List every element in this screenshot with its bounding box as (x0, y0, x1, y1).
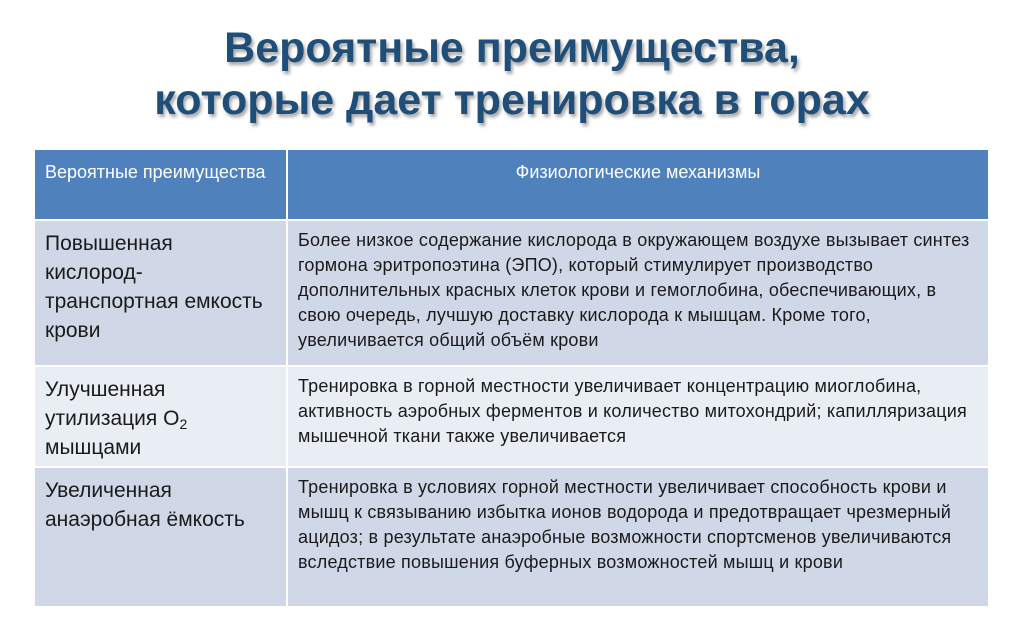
slide-title-line-2: которые дает тренировка в горах (154, 76, 870, 124)
header-benefits: Вероятные преимущества (35, 150, 287, 220)
benefit-cell: Повышенная кислород-транспортная емкость крови (35, 220, 287, 366)
mechanism-cell: Более низкое содержание кислорода в окружающем воздухе вызывает синтез гормона эритропоэтина (ЭПО), который стимулирует производство дополнительных красных клеток крови и гемоглобина, обеспечивающих, в свою очередь, лучшую доставку кислорода к мышцам. Кроме того, увеличивается общий объём крови (287, 220, 989, 366)
benefit-text-tail: мышцами (45, 436, 142, 459)
table-header-row (35, 150, 989, 220)
benefit-text: Улучшенная утилизация О (45, 378, 180, 430)
benefit-cell (35, 366, 287, 467)
subscript-2: 2 (179, 416, 188, 432)
table-row (35, 220, 989, 366)
benefit-cell: Увеличенная анаэробная ёмкость (35, 467, 287, 606)
slide-title-line-1: Вероятные преимущества, (224, 24, 800, 72)
mechanism-cell: Тренировка в горной местности увеличивает концентрацию миоглобина, активность аэробных ферментов и количество митохондрий; капилляризация мышечной ткани также увеличивается (287, 366, 989, 467)
mechanism-cell: Тренировка в условиях горной местности увеличивает способность крови и мышц к связыванию избытка ионов водорода и предотвращает чрезмерный ацидоз; в результате анаэробные возможности спортсменов увеличиваются вследствие повышения буферных возможностей мышц и крови (287, 467, 989, 606)
table-row (35, 366, 989, 467)
slide-title (0, 22, 1024, 126)
benefits-table (35, 150, 990, 606)
table-row (35, 467, 989, 606)
header-mechanisms: Физиологические механизмы (287, 150, 989, 220)
